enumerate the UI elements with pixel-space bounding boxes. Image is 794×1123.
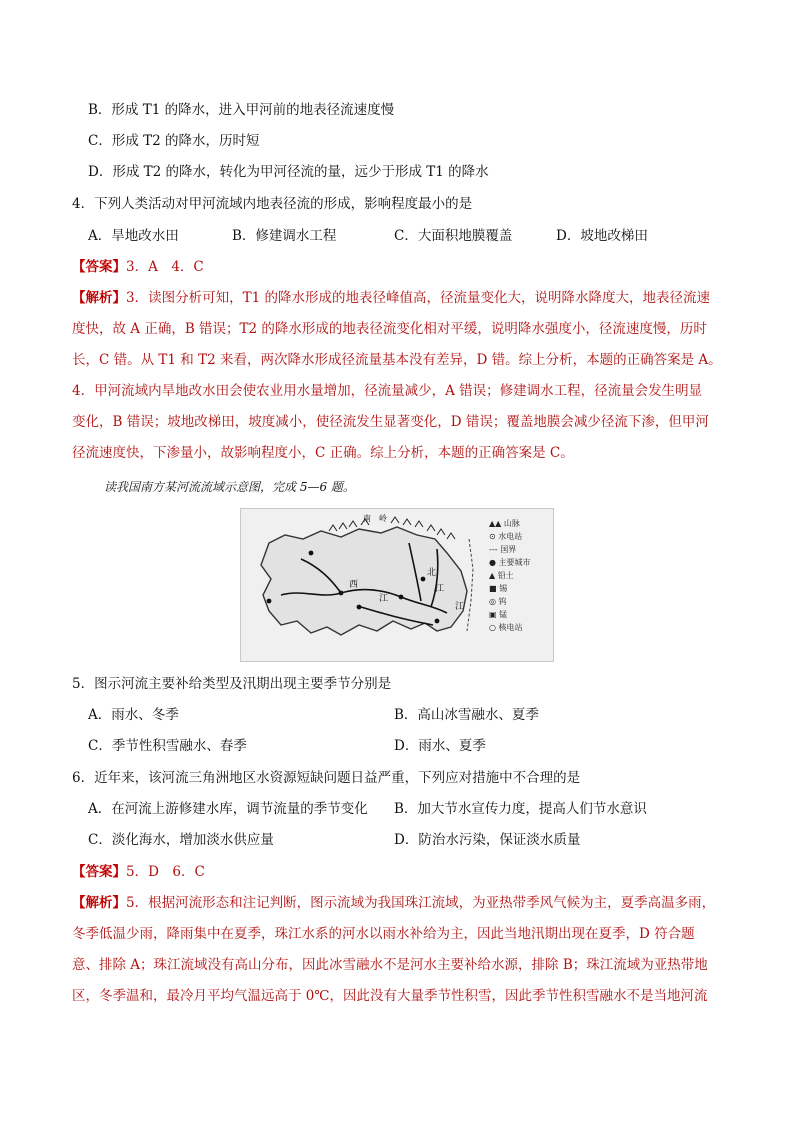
q4-option-b: B．修建调水工程 <box>232 228 337 244</box>
q6-stem: 6．近年来，该河流三角洲地区水资源短缺问题日益严重，下列应对措施中不合理的是 <box>72 770 581 786</box>
map-legend <box>489 517 547 634</box>
q4-option-d: D．坡地改梯田 <box>556 228 648 244</box>
analysis-2-line-1 <box>72 893 715 913</box>
q3-option-c: C．形成 T2 的降水，历时短 <box>88 133 260 149</box>
answer-tag: 【答案】 <box>72 259 126 275</box>
river-label-jiang-2: 江 <box>435 584 445 594</box>
river-label-jiang-3: 江 <box>455 602 465 612</box>
q5-stem: 5．图示河流主要补给类型及汛期出现主要季节分别是 <box>72 676 392 692</box>
legend-boundary: --- 国界 <box>489 545 517 554</box>
q4-option-c: C．大面积地膜覆盖 <box>394 228 513 244</box>
q6-option-d: D．防治水污染，保证淡水质量 <box>394 832 581 848</box>
legend-manganese: ▣ 锰 <box>489 610 508 619</box>
analysis-1-line-3: 长，C 错。从 T1 和 T2 来看，两次降水形成径流量基本没有差异，D 错。综上分析，本题的正确答案是 A。 <box>72 352 722 368</box>
answer-text: 3．A 4．C <box>126 259 204 275</box>
q3-option-d: D．形成 T2 的降水，转化为甲河径流的量，远少于形成 T1 的降水 <box>88 164 489 180</box>
analysis-tag: 【解析】 <box>72 290 126 306</box>
legend-nuclear: ○ 核电站 <box>489 623 523 632</box>
river-label-jiang-1: 江 <box>379 594 389 604</box>
q4-option-a: A．旱地改水田 <box>88 228 179 244</box>
map-top-label: 南 岭 <box>363 514 387 523</box>
q6-option-a: A．在河流上游修建水库，调节流量的季节变化 <box>88 801 368 817</box>
answer-tag: 【答案】 <box>72 864 126 880</box>
q6-option-b: B．加大节水宣传力度，提高人们节水意识 <box>394 801 647 817</box>
legend-tungsten: ◎ 钨 <box>489 597 507 606</box>
river-basin-map <box>240 508 554 662</box>
river-label-xi: 西 <box>349 580 359 590</box>
answer-text: 5．D 6．C <box>126 864 205 880</box>
analysis-2-line-4: 区，冬季温和，最冷月平均气温远高于 0℃，因此没有大量季节性积雪，因此季节性积雪融水不是当地河流 <box>72 988 708 1004</box>
q4-stem: 4．下列人类活动对甲河流域内地表径流的形成，影响程度最小的是 <box>72 196 473 212</box>
analysis-text: 5．根据河流形态和注记判断，图示流域为我国珠江流域，为亚热带季风气候为主，夏季高温多雨， <box>126 895 716 911</box>
analysis-2-line-3: 意、排除 A；珠江流域没有高山分布，因此冰雪融水不是河水主要补给水源，排除 B；珠江流域为亚热带地 <box>72 957 708 973</box>
analysis-2-line-2: 冬季低温少雨，降雨集中在夏季，珠江水系的河水以雨水补给为主，因此当地汛期出现在夏季，D 符合题 <box>72 926 695 942</box>
legend-bauxite: ▲ 铅土 <box>489 571 514 580</box>
legend-hydropower: ⊙ 水电站 <box>489 532 523 541</box>
analysis-1-line-5: 变化，B 错误；坡地改梯田，坡度减小，使径流发生显著变化，D 错误；覆盖地膜会减少径流下渗，但甲河 <box>72 414 709 430</box>
answer-block-1 <box>72 257 204 277</box>
legend-tin: ■ 锡 <box>489 584 508 593</box>
analysis-tag: 【解析】 <box>72 895 126 911</box>
q5-option-b: B．高山冰雪融水、夏季 <box>394 707 539 723</box>
analysis-text: 3．读图分析可知，T1 的降水形成的地表径峰值高，径流量变化大，说明降水降度大，地表径流速 <box>126 290 710 306</box>
analysis-1-line-6: 径流速度快，下渗量小，故影响程度小，C 正确。综上分析，本题的正确答案是 C。 <box>72 445 574 461</box>
q3-option-b: B．形成 T1 的降水，进入甲河前的地表径流速度慢 <box>88 102 395 118</box>
boundary-line <box>467 539 473 631</box>
analysis-1-line-4: 4．甲河流域内旱地改水田会使农业用水量增加，径流量减少，A 错误；修建调水工程，径流量会发生明显 <box>72 383 703 399</box>
answer-block-2 <box>72 862 205 882</box>
analysis-1-line-1 <box>72 288 710 308</box>
legend-city: ● 主要城市 <box>489 558 531 567</box>
analysis-1-line-2: 度快，故 A 正确，B 错误；T2 的降水形成的地表径流变化相对平缓，说明降水强度小，径流速度慢，历时 <box>72 321 707 337</box>
q5-option-c: C．季节性积雪融水、春季 <box>88 738 247 754</box>
q5-option-d: D．雨水、夏季 <box>394 738 486 754</box>
legend-mountain: ▲▲ 山脉 <box>489 519 520 528</box>
map-caption: 读我国南方某河流流域示意图，完成 5—6 题。 <box>104 480 355 494</box>
river-label-bei: 北 <box>427 568 437 578</box>
q6-option-c: C．淡化海水，增加淡水供应量 <box>88 832 274 848</box>
q5-option-a: A．雨水、冬季 <box>88 707 179 723</box>
